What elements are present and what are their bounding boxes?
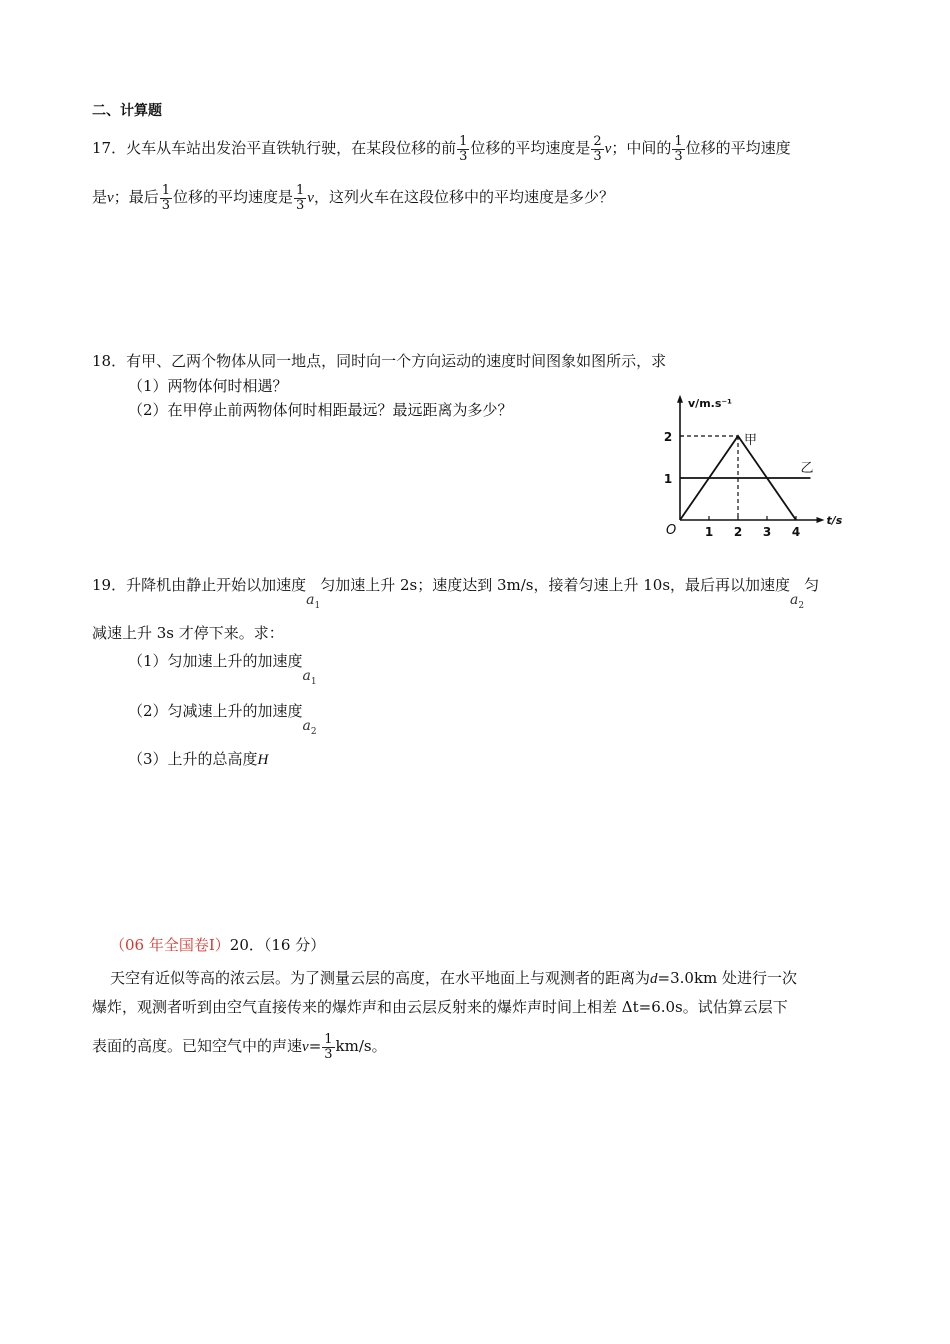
x-axis-arrow bbox=[817, 517, 825, 523]
fraction-one-third: $\frac{1}{3}$ bbox=[459, 133, 468, 164]
origin-label: O bbox=[666, 523, 677, 538]
question-19-sub-3: （3）上升的总高度H bbox=[128, 750, 269, 768]
question-18-stem: 18．有甲、乙两个物体从同一地点，同时向一个方向运动的速度时间图象如图所示，求 bbox=[92, 352, 667, 370]
question-19-sub-2: （2）匀减速上升的加速度$a_2$ bbox=[128, 700, 317, 743]
question-19-line-1: 19．升降机由静止开始以加速度$a_1$匀加速上升 2s；速度达到 3m/s，接着匀速上升 10s，最后再以加速度$a_2$匀 bbox=[92, 574, 819, 617]
fraction-one-third: $\frac{1}{3}$ bbox=[674, 133, 683, 164]
x-tick-label: 2 bbox=[733, 525, 743, 539]
y-tick-label: 1 bbox=[663, 472, 673, 486]
question-20-heading: （06 年全国卷Ⅰ）20．（16 分） bbox=[110, 936, 326, 954]
fraction-one-third: $\frac{1}{3}$ bbox=[324, 1031, 333, 1062]
x-tick-label: 1 bbox=[704, 525, 714, 539]
x-axis-label: t/s bbox=[826, 514, 843, 527]
y-axis-label: v/m.s⁻¹ bbox=[688, 396, 732, 410]
question-20-line-3: 表面的高度。已知空气中的声速v= $\frac{1}{3}$ km/s。 bbox=[92, 1031, 387, 1062]
series-label-yi: 乙 bbox=[800, 461, 814, 476]
acceleration-a2: $a_2$ bbox=[302, 718, 317, 737]
question-17-line-1: 17．火车从车站出发治平直铁轨行驶，在某段位移的前 $\frac{1}{3}$ 位移的平均速度是 $\frac{2}{3}$ v；中间的 $\frac{1}{3}$ 位移的平均速度 bbox=[92, 133, 791, 164]
x-tick-label: 3 bbox=[762, 525, 772, 539]
question-20-line-2: 爆炸，观测者听到由空气直接传来的爆炸声和由云层反射来的爆炸声时间上相差 Δt=6.0s。试估算云层下 bbox=[92, 998, 788, 1016]
question-18-sub-1: （1）两物体何时相遇？ bbox=[128, 377, 288, 395]
fraction-two-thirds: $\frac{2}{3}$ bbox=[593, 133, 602, 164]
section-title: 二、计算题 bbox=[92, 103, 162, 119]
x-tick-label: 4 bbox=[791, 525, 801, 539]
fraction-one-third: $\frac{1}{3}$ bbox=[296, 182, 305, 213]
question-source: （06 年全国卷Ⅰ） bbox=[110, 936, 230, 954]
acceleration-a2: $a_2$ bbox=[790, 592, 805, 611]
question-20-line-1: 天空有近似等高的浓云层。为了测量云层的高度，在水平地面上与观测者的距离为d=3.0km 处进行一次 bbox=[110, 969, 798, 987]
velocity-time-chart bbox=[655, 388, 860, 548]
question-18-sub-2: （2）在甲停止前两物体何时相距最远？最远距离为多少？ bbox=[128, 401, 513, 419]
acceleration-a1: $a_1$ bbox=[302, 668, 317, 687]
series-label-jia: 甲 bbox=[744, 433, 758, 448]
question-19-line-2: 减速上升 3s 才停下来。求： bbox=[92, 624, 284, 642]
question-19-sub-1: （1）匀加速上升的加速度$a_1$ bbox=[128, 650, 317, 693]
fraction-one-third: $\frac{1}{3}$ bbox=[161, 182, 170, 213]
y-tick-label: 2 bbox=[663, 430, 673, 444]
question-17-line-2: 是v；最后 $\frac{1}{3}$ 位移的平均速度是 $\frac{1}{3}$ v，这列火车在这段位移中的平均速度是多少？ bbox=[92, 182, 614, 213]
acceleration-a1: $a_1$ bbox=[306, 592, 321, 611]
y-axis-arrow bbox=[677, 395, 683, 403]
